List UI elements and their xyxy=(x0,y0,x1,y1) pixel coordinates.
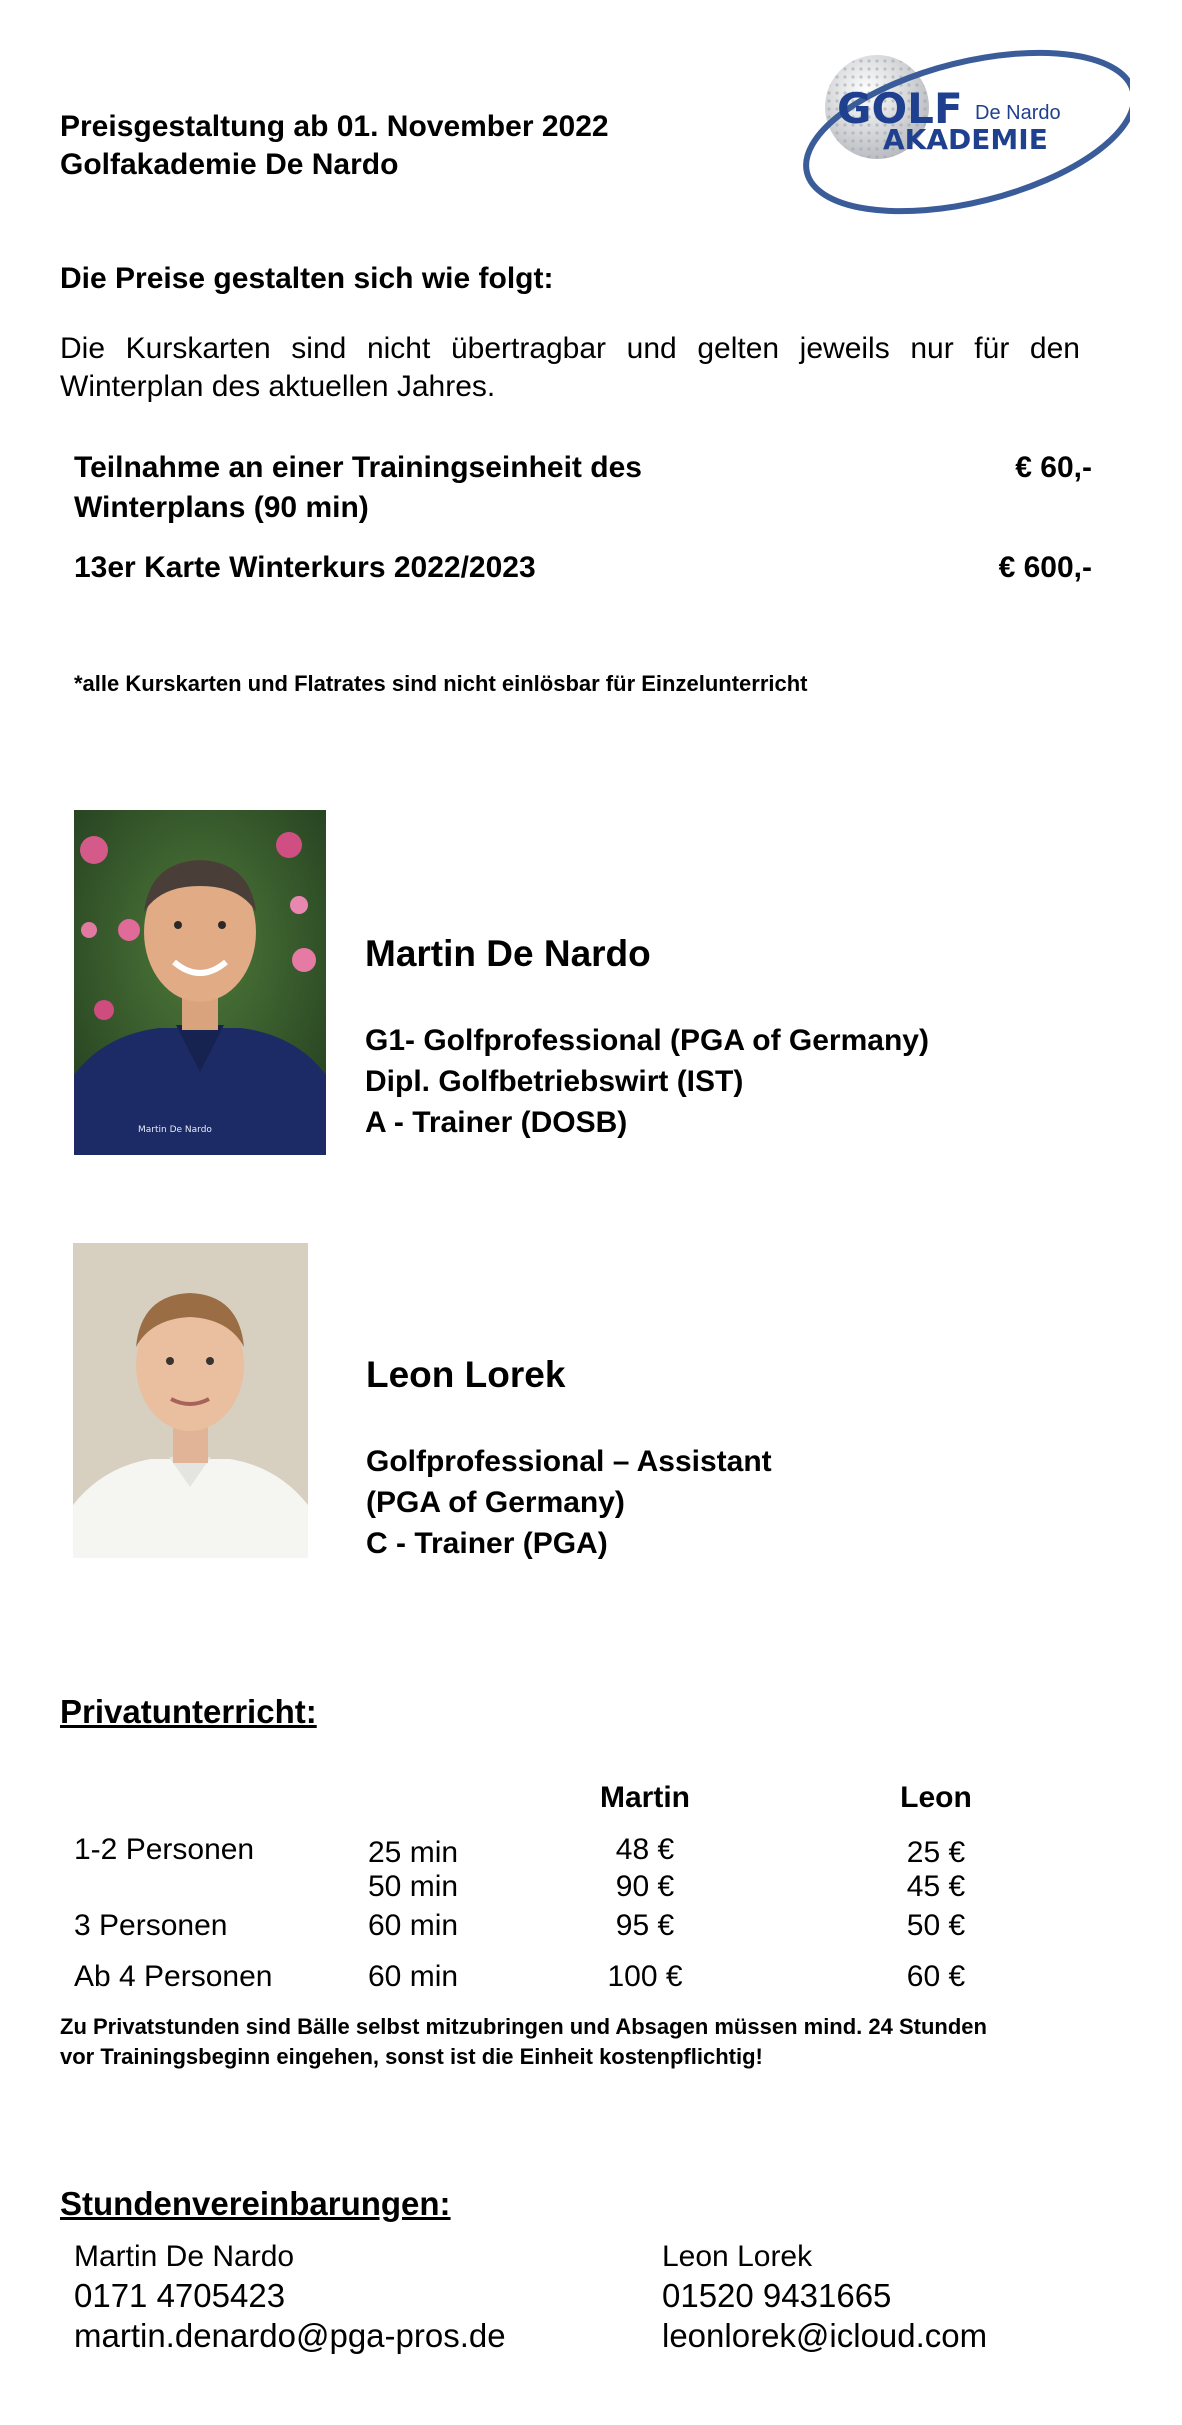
contact-email[interactable]: leonlorek@icloud.com xyxy=(662,2317,988,2354)
trainer-name-martin: Martin De Nardo xyxy=(365,933,651,974)
svg-text:Martin De Nardo: Martin De Nardo xyxy=(138,1125,212,1135)
trainer-qual: Dipl. Golfbetriebswirt (IST) xyxy=(365,1065,744,1098)
table-row-duration: 50 min xyxy=(368,1870,459,1903)
prices-intro: Die Kurskarten sind nicht übertragbar und gelten jeweils nur für den Winterplan des aktuellen Jahres. xyxy=(60,332,1080,403)
trainer-qual: (PGA of Germany) xyxy=(366,1486,625,1519)
price-item-label: Teilnahme an einer Trainingseinheit des xyxy=(74,451,642,484)
trainer-photo-martin xyxy=(74,810,326,1155)
price-item-value: € 600,- xyxy=(998,551,1092,584)
table-row-duration: 25 min xyxy=(368,1836,459,1869)
private-note-line: vor Trainingsbeginn eingehen, sonst ist die Einheit kostenpflichtig! xyxy=(60,2044,763,2069)
logo-graphic xyxy=(785,25,1130,240)
trainer-name-leon: Leon Lorek xyxy=(366,1354,566,1395)
price-item-training xyxy=(74,448,1092,528)
trainer-qual: G1- Golfprofessional (PGA of Germany) xyxy=(365,1024,929,1057)
table-row-price-leon: 25 € xyxy=(906,1836,966,1869)
private-heading: Privatunterricht: xyxy=(60,1693,317,1730)
table-row-price-leon: 45 € xyxy=(906,1870,966,1903)
contact-phone[interactable]: 01520 9431665 xyxy=(662,2277,892,2314)
prices-heading: Die Preise gestalten sich wie folgt: xyxy=(60,262,554,295)
table-row-duration: 60 min xyxy=(368,1960,459,1993)
table-row-persons: 1-2 Personen xyxy=(74,1833,255,1866)
header-subtitle: Golfakademie De Nardo xyxy=(60,148,399,181)
table-row-price-leon: 60 € xyxy=(906,1960,966,1993)
contact-name: Martin De Nardo xyxy=(74,2240,295,2273)
table-row-persons: Ab 4 Personen xyxy=(74,1960,273,1993)
trainer-photo-leon xyxy=(73,1243,308,1558)
trainer-qual: Golfprofessional – Assistant xyxy=(366,1445,772,1478)
contact-email[interactable]: martin.denardo@pga-pros.de xyxy=(74,2317,506,2354)
private-note-line: Zu Privatstunden sind Bälle selbst mitzubringen und Absagen müssen mind. 24 Stunden xyxy=(60,2014,987,2039)
logo-word-golf: GOLF xyxy=(837,84,963,133)
trainer-quals-leon xyxy=(366,1441,772,1564)
trainer-qual: C - Trainer (PGA) xyxy=(366,1527,608,1560)
table-row-duration: 60 min xyxy=(368,1909,459,1942)
column-header-leon: Leon xyxy=(900,1781,972,1814)
table-row-price-martin: 100 € xyxy=(607,1960,683,1993)
table-row-price-martin: 95 € xyxy=(615,1909,675,1942)
table-row-price-leon: 50 € xyxy=(906,1909,966,1942)
trainer-qual: A - Trainer (DOSB) xyxy=(365,1106,628,1139)
appointments-heading: Stundenvereinbarungen: xyxy=(60,2185,451,2222)
contact-phone[interactable]: 0171 4705423 xyxy=(74,2277,286,2314)
logo-tagline: De Nardo xyxy=(975,102,1061,124)
contact-martin xyxy=(74,2238,506,2356)
contact-name: Leon Lorek xyxy=(662,2240,813,2273)
table-row-price-martin: 90 € xyxy=(615,1870,675,1903)
header-title: Preisgestaltung ab 01. November 2022 xyxy=(60,110,609,143)
document-header xyxy=(60,108,700,184)
private-note xyxy=(60,2012,987,2072)
trainer-quals-martin xyxy=(365,1020,929,1143)
price-item-card xyxy=(74,548,1092,588)
prices-footnote: *alle Kurskarten und Flatrates sind nicht einlösbar für Einzelunterricht xyxy=(74,671,808,696)
price-item-label-2: Winterplans (90 min) xyxy=(74,491,369,524)
table-row-price-martin: 48 € xyxy=(615,1833,675,1866)
logo-word-akademie: AKADEMIE xyxy=(883,123,1048,156)
column-header-martin: Martin xyxy=(600,1781,690,1814)
table-row-persons: 3 Personen xyxy=(74,1909,228,1942)
price-item-value: € 60,- xyxy=(1015,451,1092,484)
price-item-label: 13er Karte Winterkurs 2022/2023 xyxy=(74,551,536,584)
contact-leon xyxy=(662,2238,987,2356)
golfakademie-logo xyxy=(785,25,1130,240)
